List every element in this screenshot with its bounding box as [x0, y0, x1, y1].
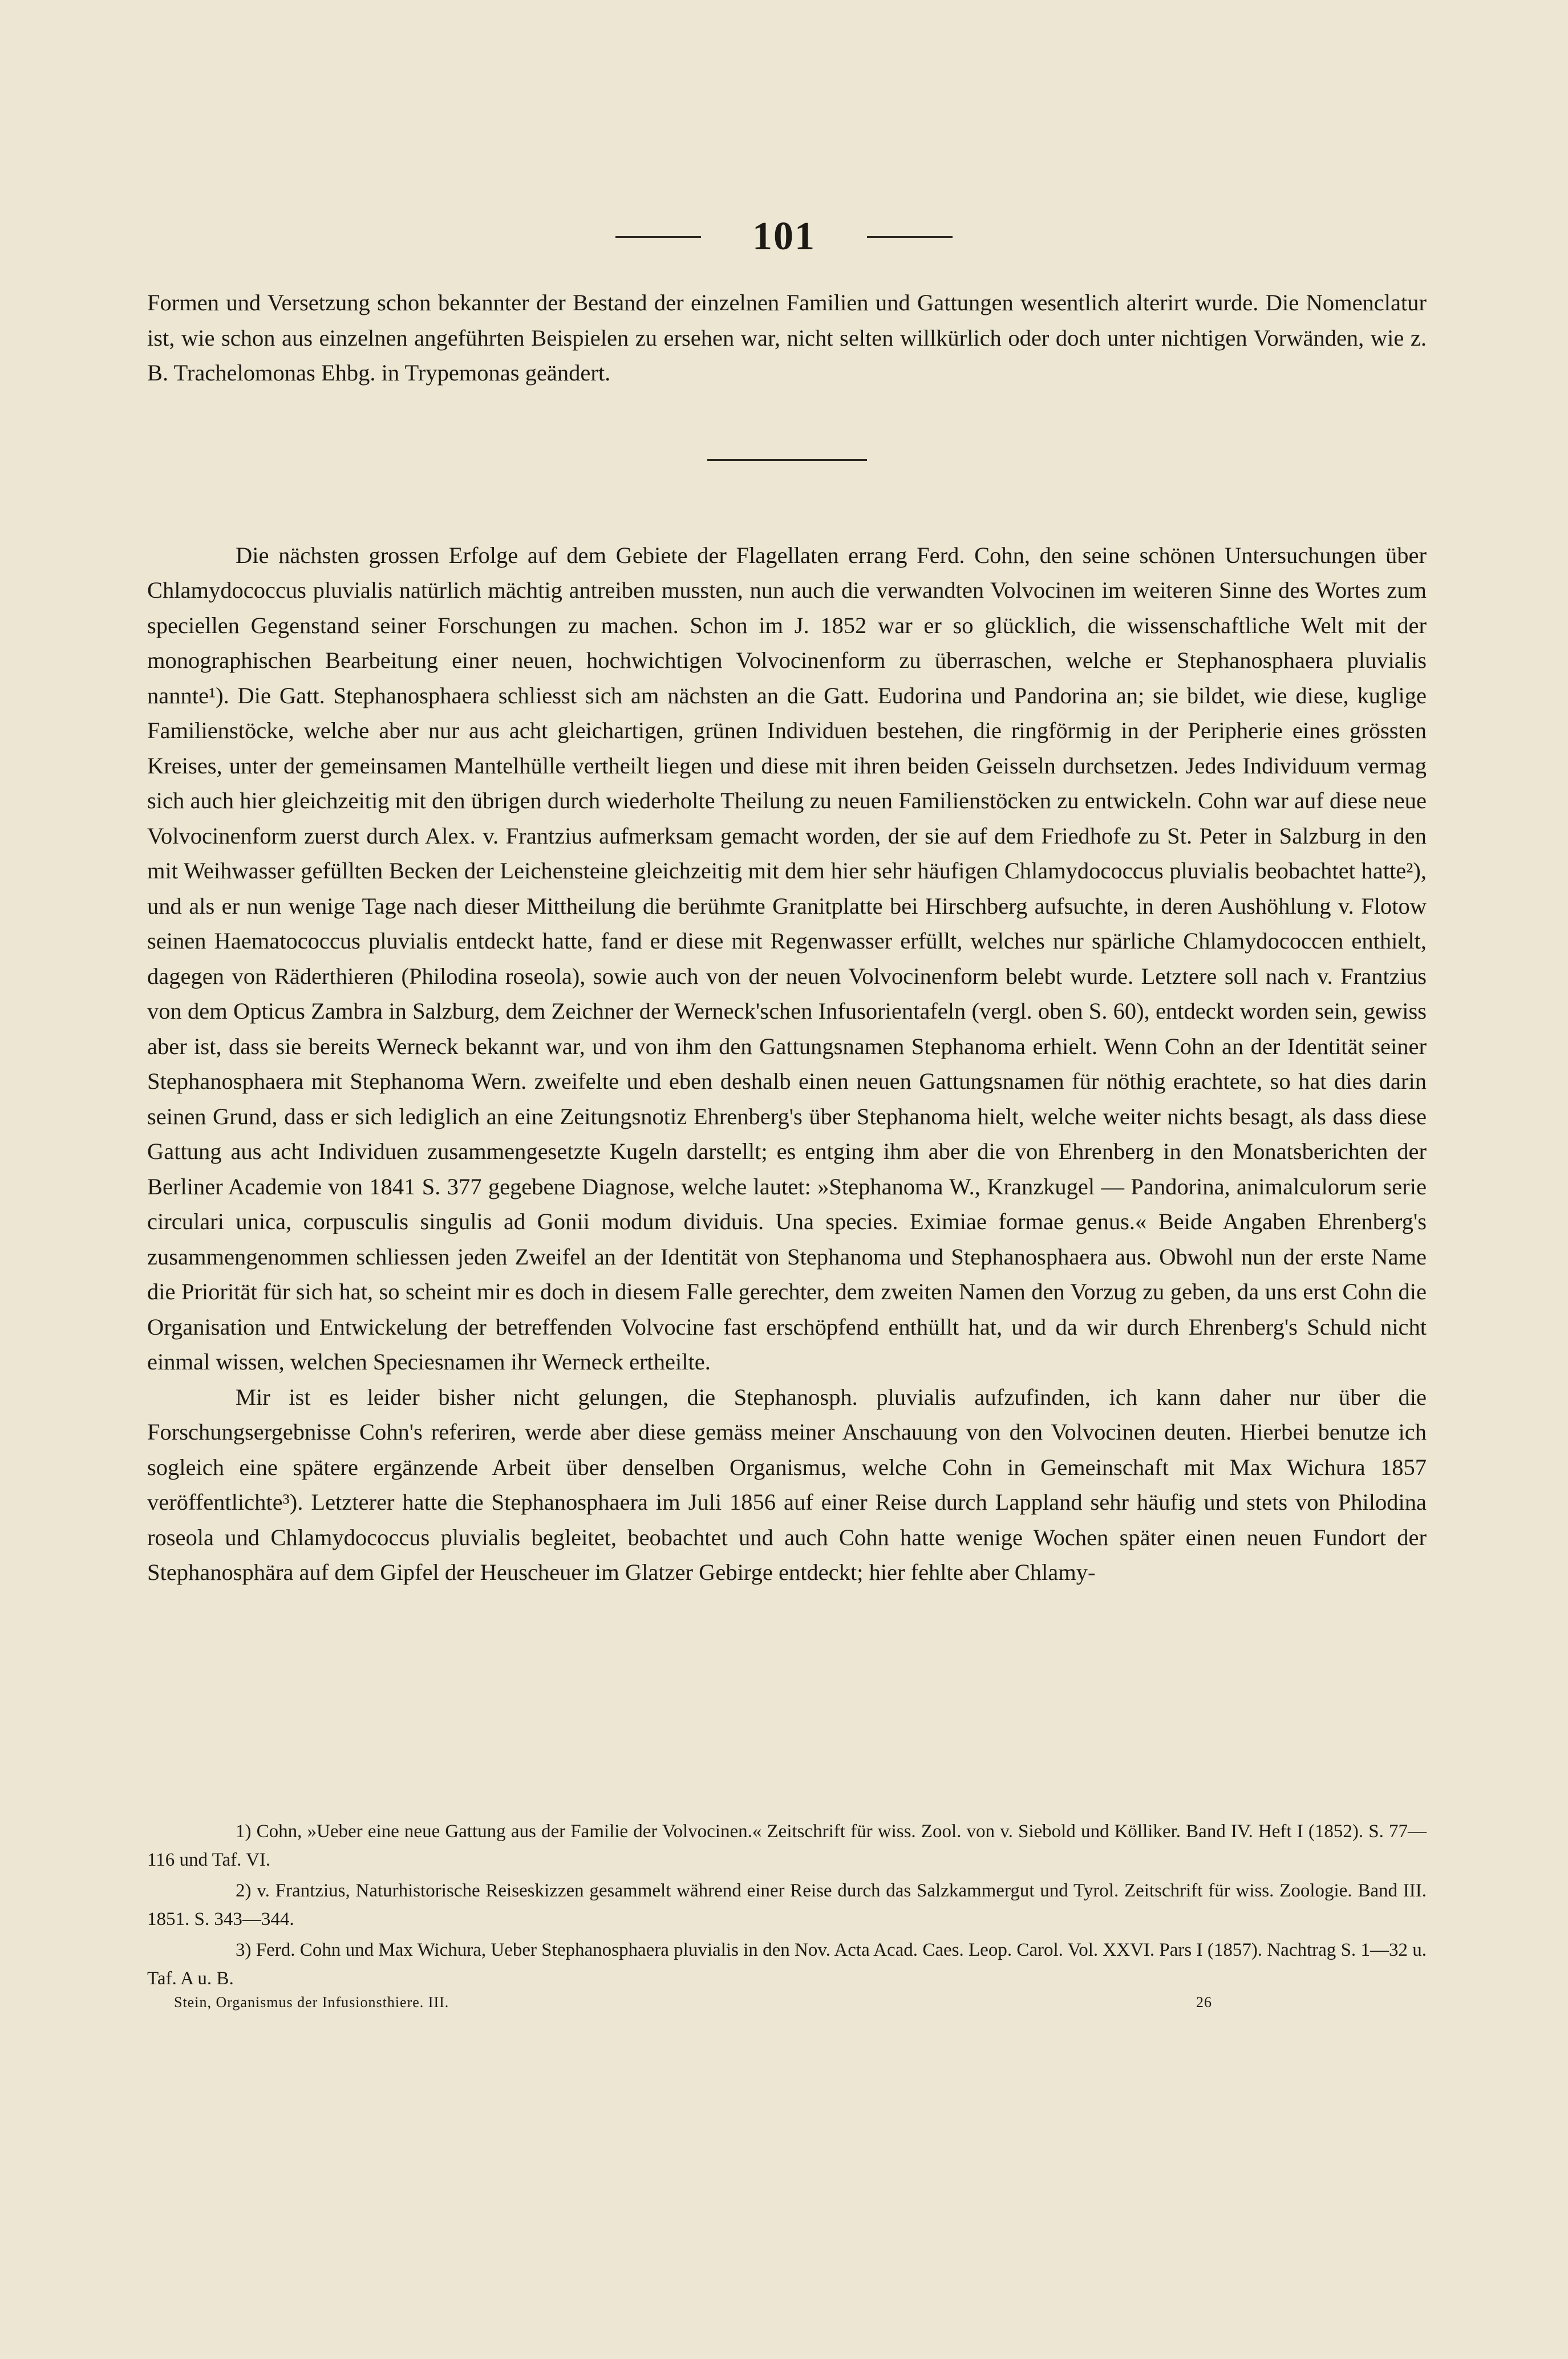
section-separator — [707, 459, 867, 461]
header-rule-left — [615, 236, 701, 238]
footnotes — [147, 1817, 1427, 1993]
paragraph-2: Die nächsten grossen Erfolge auf dem Gebiete der Flagellaten errang Ferd. Cohn, den seine schönen Untersuchungen über Chlamydococcus pluvialis natürlich mächtig antreiben mussten, nun auch die verwandten Volvocinen im weiteren Sinne des Wortes zum speciellen Gegenstand seiner Forschungen zu machen. Schon im J. 1852 war er so glücklich, die wissenschaftliche Welt mit der monographischen Bearbeitung einer neuen, hochwichtigen Volvocinenform zu überraschen, welche er Stephanosphaera pluvialis nannte¹). Die Gatt. Stephanosphaera schliesst sich am nächsten an die Gatt. Eudorina und Pandorina an; sie bildet, wie diese, kuglige Familienstöcke, welche aber nur aus acht gleichartigen, grünen Individuen bestehen, die ringförmig in der Peripherie eines grössten Kreises, unter der gemeinsamen Mantelhülle vertheilt liegen und diese mit ihren beiden Geisseln durchsetzen. Jedes Individuum vermag sich auch hier gleichzeitig mit den übrigen durch wiederholte Theilung zu neuen Familienstöcken zu entwickeln. Cohn war auf diese neue Volvocinenform zuerst durch Alex. v. Frantzius aufmerksam gemacht worden, der sie auf dem Friedhofe zu St. Peter in Salzburg in den mit Weihwasser gefüllten Becken der Leichensteine gleichzeitig mit dem hier sehr häufigen Chlamydococcus pluvialis beobachtet hatte²), und als er nun wenige Tage nach dieser Mittheilung die berühmte Granitplatte bei Hirschberg aufsuchte, in deren Aushöhlung v. Flotow seinen Haematococcus pluvialis entdeckt hatte, fand er diese mit Regenwasser erfüllt, welches nur spärliche Chlamydococcen enthielt, dagegen von Räderthieren (Philodina roseola), sowie auch von der neuen Volvocinenform belebt wurde. Letztere soll nach v. Frantzius von dem Opticus Zambra in Salzburg, dem Zeichner der Werneck'schen Infusorientafeln (vergl. oben S. 60), entdeckt worden sein, gewiss aber ist, dass sie bereits Werneck bekannt war, und von ihm den Gattungsnamen Stephanoma erhielt. Wenn Cohn an der Identität seiner Stephanosphaera mit Stephanoma Wern. zweifelte und eben deshalb einen neuen Gattungsnamen für nöthig erachtete, so hat dies darin seinen Grund, dass er sich lediglich an eine Zeitungsnotiz Ehrenberg's über Stephanoma hielt, welche weiter nichts besagt, als dass diese Gattung aus acht Individuen zusammengesetzte Kugeln darstellt; es entging ihm aber die von Ehrenberg in den Monatsberichten der Berliner Academie von 1841 S. 377 gegebene Diagnose, welche lautet: »Stephanoma W., Kranzkugel — Pandorina, animalculorum serie circulari unica, corpusculis singulis ad Gonii modum dividuis. Una species. Eximiae formae genus.« Beide Angaben Ehrenberg's zusammengenommen schliessen jeden Zweifel an der Identität von Stephanoma und Stephanosphaera aus. Obwohl nun der erste Name die Priorität für sich hat, so scheint mir es doch in diesem Falle gerechter, dem zweiten Namen den Vorzug zu geben, da uns erst Cohn die Organisation und Entwickelung der betreffenden Volvocine fast erschöpfend enthüllt hat, und da wir durch Ehrenberg's Schuld nicht einmal wissen, welchen Speciesnamen ihr Werneck ertheilte. — [147, 542, 1427, 1375]
footnote-3: 3) Ferd. Cohn und Max Wichura, Ueber Stephanosphaera pluvialis in den Nov. Acta Acad. Caes. Leop. Carol. Vol. XXVI. Pars I (1857). Nachtrag S. 1—32 u. Taf. A u. B. — [147, 1940, 1427, 1989]
page-header — [0, 211, 1568, 262]
paragraph-1: Formen und Versetzung schon bekannter der Bestand der einzelnen Familien und Gattungen wesentlich alterirt wurde. Die Nomenclatur ist, wie schon aus einzelnen angeführten Beispielen zu ersehen war, nicht selten willkürlich oder doch unter nichtigen Vorwänden, wie z. B. Trachelomonas Ehbg. in Trypemonas geändert. — [147, 290, 1427, 386]
page-number: 101 — [752, 214, 816, 258]
signature-text: Stein, Organismus der Infusionsthiere. III. — [174, 1994, 449, 2011]
footnote-2: 2) v. Frantzius, Naturhistorische Reiseskizzen gesammelt während einer Reise durch das Salzkammergut und Tyrol. Zeitschrift für wiss. Zoologie. Band III. 1851. S. 343—344. — [147, 1880, 1427, 1930]
signature-line — [174, 1994, 1212, 2011]
signature-mark: 26 — [1196, 1994, 1212, 2011]
footnote-1: 1) Cohn, »Ueber eine neue Gattung aus der Familie der Volvocinen.« Zeitschrift für wiss. Zool. von v. Siebold und Kölliker. Band IV. Heft I (1852). S. 77—116 und Taf. VI. — [147, 1821, 1427, 1870]
main-text — [147, 285, 1427, 1590]
paragraph-3: Mir ist es leider bisher nicht gelungen, die Stephanosph. pluvialis aufzufinden, ich kann daher nur über die Forschungsergebnisse Cohn's referiren, werde aber diese gemäss meiner Anschauung von den Volvocinen deuten. Hierbei benutze ich sogleich eine spätere ergänzende Arbeit über denselben Organismus, welche Cohn in Gemeinschaft mit Max Wichura 1857 veröffentlichte³). Letzterer hatte die Stephanosphaera im Juli 1856 auf einer Reise durch Lappland sehr häufig und stets von Philodina roseola und Chlamydococcus pluvialis begleitet, beobachtet und auch Cohn hatte wenige Wochen später einen neuen Fundort der Stephanosphära auf dem Gipfel der Heuscheuer im Glatzer Gebirge entdeckt; hier fehlte aber Chlamy- — [147, 1384, 1427, 1585]
header-rule-right — [867, 236, 953, 238]
